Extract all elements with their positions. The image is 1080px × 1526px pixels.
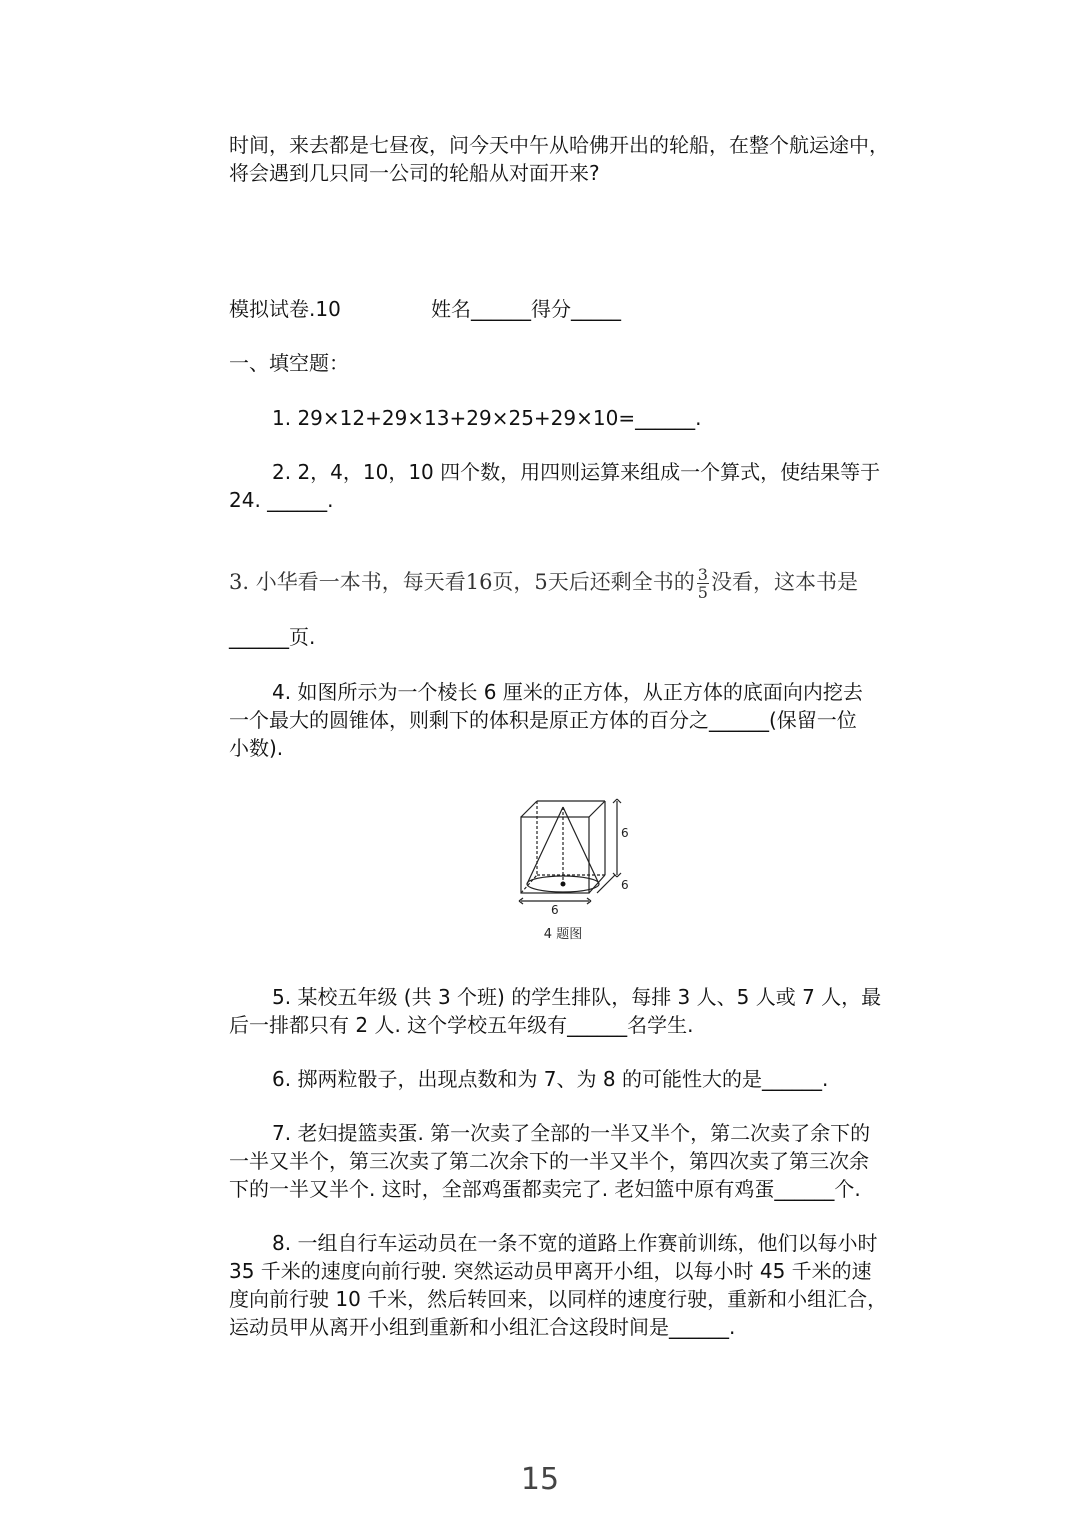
question-text: 下的一半又半个. 这时，全部鸡蛋都卖完了. 老妇篮中原有鸡蛋______个. (229, 1177, 861, 1201)
cone-side (527, 807, 563, 884)
question-7 (229, 1119, 929, 1203)
question-8 (229, 1229, 929, 1341)
exam-title: 模拟试卷.10 (229, 297, 341, 321)
question-text: 一个最大的圆锥体，则剩下的体积是原正方体的百分之______(保留一位 (229, 708, 857, 732)
fraction (697, 566, 709, 601)
intro-line: 时间，来去都是七昼夜，问今天中午从哈佛开出的轮船，在整个航运途中， (229, 133, 889, 157)
question-text: 2. 2，4，10，10 四个数，用四则运算来组成一个算式，使结果等于 (272, 460, 881, 484)
question-text: 35 千米的速度向前行驶. 突然运动员甲离开小组，以每小时 45 千米的速 (229, 1259, 872, 1283)
fraction-numerator: 3 (697, 565, 708, 584)
cube-cone-figure (513, 795, 643, 945)
question-5 (229, 983, 929, 1039)
figure-caption: 4 题图 (543, 927, 583, 942)
question-6 (229, 1065, 972, 1093)
question-text: 24. ______. (229, 488, 334, 512)
cone-side (563, 807, 599, 884)
question-text: 7. 老妇提篮卖蛋. 第一次卖了全部的一半又半个，第二次卖了余下的 (272, 1121, 871, 1145)
fraction-denominator: 5 (697, 583, 708, 602)
question-text: 1. 29×12+29×13+29×25+29×10=______. (272, 406, 702, 430)
intro-paragraph (229, 131, 929, 187)
page-number: 15 (520, 1462, 560, 1497)
question-3-blank: ______页. (229, 625, 316, 649)
question-text: 一半又半个，第三次卖了第二次余下的一半又半个，第四次卖了第三次余 (229, 1149, 869, 1173)
question-text: 8. 一组自行车运动员在一条不宽的道路上作赛前训练，他们以每小时 (272, 1231, 878, 1255)
question-3 (229, 566, 858, 601)
question-4 (229, 678, 929, 762)
question-1 (229, 404, 972, 432)
intro-line: 将会遇到几只同一公司的轮船从对面开来? (229, 161, 600, 185)
section-heading: 一、填空题： (229, 351, 349, 375)
question-text: 后一排都只有 2 人. 这个学校五年级有______名学生. (229, 1013, 694, 1037)
question-2 (229, 458, 929, 514)
width-label: 6 (551, 903, 559, 917)
question-text: 4. 如图所示为一个棱长 6 厘米的正方体，从正方体的底面向内挖去 (272, 680, 863, 704)
question-text: 没看，这本书是 (710, 570, 858, 594)
depth-label: 6 (621, 878, 629, 892)
question-text: 小数). (229, 736, 284, 760)
name-score-field: 姓名______得分_____ (431, 297, 621, 321)
height-label: 6 (621, 826, 629, 840)
question-text: 3. 小华看一本书，每天看16页，5天后还剩全书的 (229, 570, 695, 594)
question-text: 度向前行驶 10 千米，然后转回来，以同样的速度行驶，重新和小组汇合， (229, 1287, 888, 1311)
question-text: 运动员甲从离开小组到重新和小组汇合这段时间是______. (229, 1315, 736, 1339)
question-text: 6. 掷两粒骰子，出现点数和为 7、为 8 的可能性大的是______. (272, 1067, 829, 1091)
exam-header (229, 295, 929, 323)
question-text: 5. 某校五年级 (共 3 个班) 的学生排队，每排 3 人、5 人或 7 人，最 (272, 985, 882, 1009)
cube-cone-diagram (513, 795, 643, 920)
